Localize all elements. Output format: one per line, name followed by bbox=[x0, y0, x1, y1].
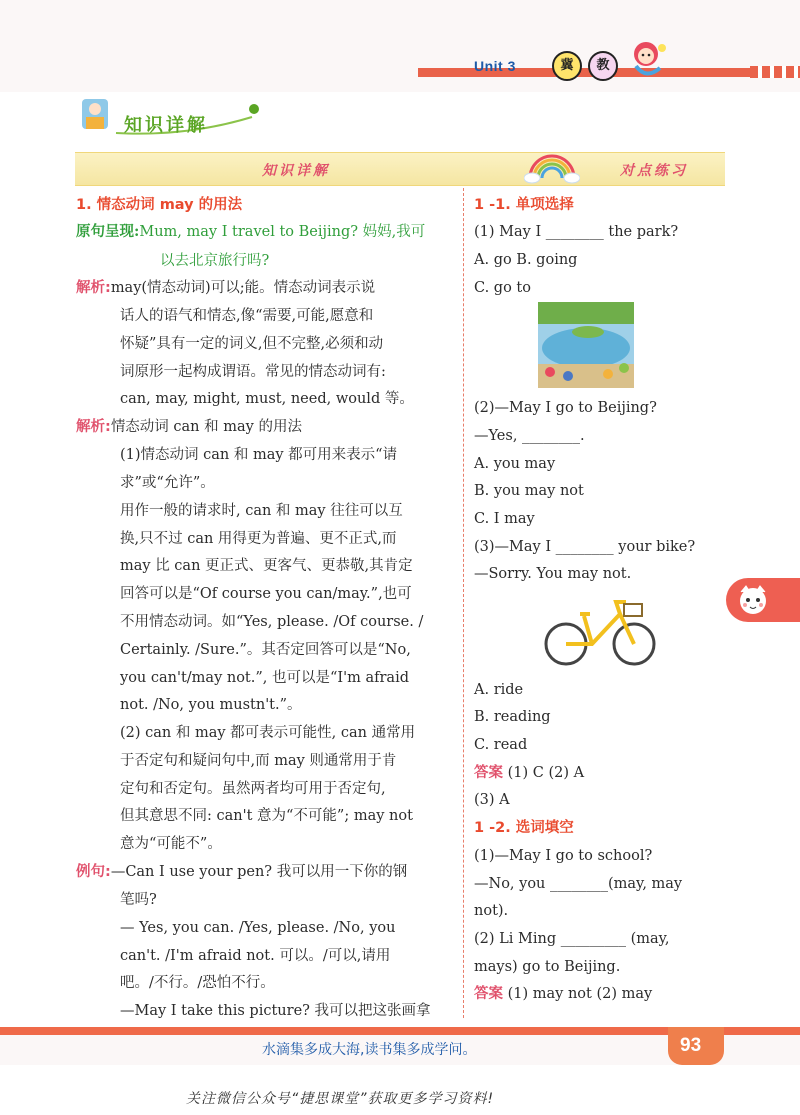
answer-2 bbox=[474, 984, 652, 1004]
analysis2-text-2: 求”或“允许”。 bbox=[120, 475, 215, 491]
analysis2-text-6: 回答可以是“Of course you can/may.”,也可 bbox=[120, 586, 412, 602]
bicycle-illustration bbox=[540, 588, 660, 670]
analysis2-text-7: 不用情态动词。如“Yes, please. /Of course. / bbox=[120, 614, 424, 630]
analysis2-header bbox=[76, 417, 456, 437]
q2-1-reply: —No, you ________(may, may bbox=[474, 876, 683, 892]
sample-line-1 bbox=[76, 862, 456, 882]
q2-1-stem: (1)—May I go to school? bbox=[474, 848, 653, 864]
q2-2-stem: (2) Li Ming _________ (may, bbox=[474, 931, 670, 947]
analysis-label: 解析: bbox=[76, 280, 111, 296]
answer-label-2: 答案 bbox=[474, 986, 503, 1002]
header-dash-pattern bbox=[750, 66, 800, 78]
example-label: 原句呈现: bbox=[76, 223, 140, 240]
sample-text-4: can't. /I'm afraid not. 可以。/可以,请用 bbox=[120, 948, 391, 964]
answer-1-text: (1) C (2) A bbox=[503, 765, 585, 781]
answer-1b: (3) A bbox=[474, 792, 510, 808]
analysis2-text-10: not. /No, you mustn't.”。 bbox=[120, 697, 302, 713]
analysis2-label: 解析: bbox=[76, 419, 111, 435]
column-divider bbox=[463, 188, 464, 1018]
analysis2-text-3: 用作一般的请求时, can 和 may 往往可以互 bbox=[120, 503, 403, 519]
example-text-1: Mum, may I travel to Beijing? 妈妈,我可 bbox=[139, 224, 426, 240]
q1-2-option-a: A. you may bbox=[474, 456, 556, 472]
sample-text-3: — Yes, you can. /Yes, please. /No, you bbox=[120, 920, 396, 936]
rainbow-cloud-icon bbox=[524, 148, 580, 184]
mascot-face-icon bbox=[736, 584, 770, 616]
q1-3-reply: —Sorry. You may not. bbox=[474, 566, 632, 582]
analysis2-text-4: 换,只不过 can 用得更为普遍、更不正式,而 bbox=[120, 531, 397, 547]
analysis2-text-15: 意为“可能不”。 bbox=[120, 836, 222, 852]
analysis2-text-5: may 比 can 更正式、更客气、更恭敬,其肯定 bbox=[120, 558, 413, 574]
q2-2-stem-cont: mays) go to Beijing. bbox=[474, 959, 621, 975]
sample-label: 例句: bbox=[76, 864, 111, 880]
footer-note: 关注微信公众号“捷思课堂”获取更多学习资料! bbox=[186, 1091, 495, 1107]
seal-jiao: 教 bbox=[588, 51, 618, 81]
analysis1-text-2: 话人的语气和情态,像“需要,可能,愿意和 bbox=[120, 308, 374, 324]
analysis1-text-4: 词原形一起构成谓语。常见的情态动词有: bbox=[120, 364, 386, 380]
analysis2-text-11: (2) can 和 may 都可表示可能性, can 通常用 bbox=[120, 725, 416, 741]
analysis2-text-14: 但其意思不同: can't 意为“不可能”; may not bbox=[120, 808, 413, 824]
q1-title: 1 -1. 单项选择 bbox=[474, 197, 574, 213]
footer-motto: 水滴集多成大海,读书集多成学问。 bbox=[262, 1042, 477, 1058]
answer-label-1: 答案 bbox=[474, 765, 503, 781]
q1-3-option-a: A. ride bbox=[474, 682, 524, 698]
banner-left-label: 知识详解 bbox=[262, 163, 330, 179]
section-title: 知识详解 bbox=[124, 115, 208, 136]
park-illustration bbox=[538, 302, 634, 388]
q1-2-reply: —Yes, ________. bbox=[474, 428, 585, 444]
q1-3-option-b: B. reading bbox=[474, 709, 551, 725]
analysis1-text-5: can, may, might, must, need, would 等。 bbox=[120, 391, 414, 407]
header-band bbox=[0, 0, 800, 92]
analysis2-text-9: you can't/may not.”, 也可以是“I'm afraid bbox=[120, 670, 409, 686]
sample-text-1: —Can I use your pen? 我可以用一下你的钢 bbox=[110, 864, 408, 880]
q1-2-option-b: B. you may not bbox=[474, 483, 584, 499]
q1-3-stem: (3)—May I ________ your bike? bbox=[474, 539, 696, 555]
q1-3-option-c: C. read bbox=[474, 737, 528, 753]
q2-title: 1 -2. 选词填空 bbox=[474, 820, 574, 836]
analysis1-text-3: 怀疑”具有一定的词义,但不完整,必须和动 bbox=[120, 336, 384, 352]
sample-text-6: —May I take this picture? 我可以把这张画拿 bbox=[120, 1003, 431, 1019]
analysis2-text-1: (1)情态动词 can 和 may 都可用来表示“请 bbox=[120, 447, 398, 463]
sample-text-2: 笔吗? bbox=[120, 892, 157, 908]
q1-2-option-c: C. I may bbox=[474, 511, 535, 527]
analysis2-text-12: 于否定句和疑问句中,而 may 则通常用于肯 bbox=[120, 753, 397, 769]
q1-1-options-ab: A. go B. going bbox=[474, 252, 578, 268]
unit-label: Unit 3 bbox=[474, 58, 516, 74]
seal-ji: 冀 bbox=[552, 51, 582, 81]
answer-2-text: (1) may not (2) may bbox=[503, 986, 653, 1002]
topic-heading: 1. 情态动词 may 的用法 bbox=[76, 197, 243, 213]
mascot-girl-icon bbox=[624, 36, 672, 82]
answer-1 bbox=[474, 763, 584, 783]
analysis1-text-1: may(情态动词)可以;能。情态动词表示说 bbox=[110, 280, 376, 296]
page-number: 93 bbox=[680, 1035, 702, 1056]
example-text-2: 以去北京旅行吗? bbox=[160, 253, 270, 269]
q1-2-stem: (2)—May I go to Beijing? bbox=[474, 400, 657, 416]
q2-1-reply-cont: not). bbox=[474, 903, 509, 919]
banner-right-label: 对点练习 bbox=[620, 163, 688, 179]
q1-1-option-c: C. go to bbox=[474, 280, 531, 296]
q1-1-stem: (1) May I ________ the park? bbox=[474, 224, 679, 240]
sample-text-5: 吧。/不行。/恐怕不行。 bbox=[120, 975, 275, 991]
analysis1-line-1 bbox=[76, 278, 456, 298]
analysis2-text-13: 定句和否定句。虽然两者均可用于否定句, bbox=[120, 781, 386, 797]
example-line-1 bbox=[76, 222, 456, 242]
analysis2-text-8: Certainly. /Sure.”。其否定回答可以是“No, bbox=[120, 642, 411, 658]
analysis2-title: 情态动词 can 和 may 的用法 bbox=[110, 419, 302, 435]
